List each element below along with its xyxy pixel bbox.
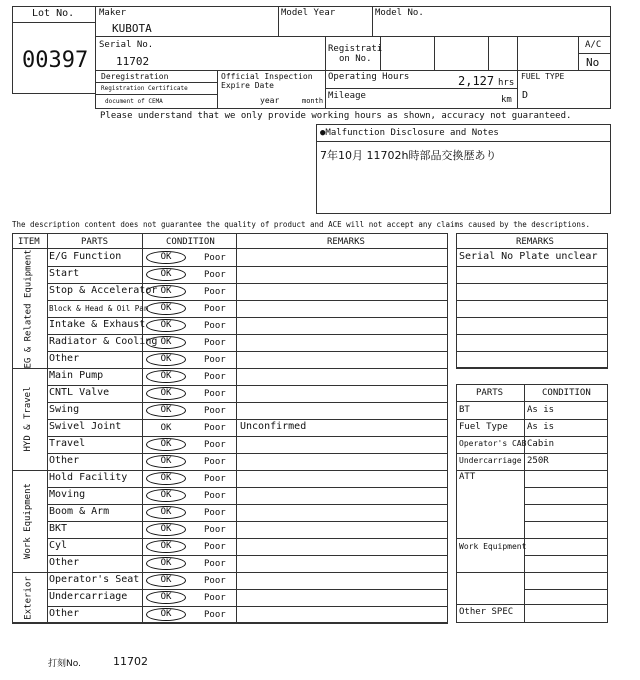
part-label: Moving: [49, 489, 86, 500]
part-label: Operator's Seat: [49, 574, 140, 585]
row-divider: [47, 266, 448, 267]
part-label: Intake & Exhaust: [49, 319, 146, 330]
row-divider: [47, 538, 448, 539]
ok-circled: OK: [146, 319, 186, 332]
group-divider: [12, 470, 448, 471]
poor-label: Poor: [204, 253, 226, 263]
row-divider: [47, 402, 448, 403]
col-condition-header: CONDITION: [166, 237, 215, 247]
row-divider: [47, 300, 448, 301]
group-label: Exterior: [23, 575, 33, 620]
ok-circled: OK: [146, 506, 186, 519]
part-label: Travel: [49, 438, 86, 449]
section-divider: [456, 538, 524, 539]
fuel-type-label: FUEL TYPE: [521, 72, 565, 81]
poor-label: Poor: [204, 610, 226, 620]
ok-circled: OK: [146, 472, 186, 485]
right-part-label: Fuel Type: [459, 422, 508, 432]
row-divider: [47, 521, 448, 522]
right-part-label: Operator's CAB: [459, 439, 527, 448]
row-divider: [47, 419, 448, 420]
expire-date-label: Expire Date: [221, 81, 274, 90]
ok-circled: OK: [146, 285, 186, 298]
row-divider: [47, 487, 448, 488]
att-divider: [524, 487, 608, 488]
remark-divider: [456, 317, 608, 318]
lot-number: 00397: [22, 48, 89, 73]
poor-label: Poor: [204, 406, 226, 416]
poor-label: Poor: [204, 593, 226, 603]
ok-circled: OK: [146, 557, 186, 570]
ac-label: A/C: [585, 40, 602, 50]
row-divider: [47, 334, 448, 335]
serial-label: Serial No.: [99, 40, 154, 50]
part-label: Main Pump: [49, 370, 104, 381]
ac-value: No: [586, 56, 600, 69]
poor-label: Poor: [204, 389, 226, 399]
registration-certificate-label: Registration Certificate: [101, 85, 188, 92]
cema-label: document of CEMA: [105, 98, 163, 105]
poor-label: Poor: [204, 508, 226, 518]
row-divider: [47, 589, 448, 590]
row-divider: [47, 351, 448, 352]
att-divider: [524, 555, 608, 556]
group-divider: [12, 368, 448, 369]
att-divider: [524, 521, 608, 522]
right-row-divider: [456, 436, 608, 437]
part-label: Other: [49, 608, 80, 619]
row-divider: [47, 504, 448, 505]
ok-circled: OK: [146, 438, 186, 451]
right-condition-header: CONDITION: [542, 388, 591, 398]
right-row-divider: [456, 453, 608, 454]
att-divider: [524, 538, 608, 539]
right-remarks-title: REMARKS: [516, 237, 554, 247]
hours-notice: Please understand that we only provide working hours as shown, accuracy not guaranteed.: [100, 111, 572, 121]
model-year-label: Model Year: [281, 8, 336, 18]
att-divider: [524, 589, 608, 590]
part-label: Hold Facility: [49, 472, 128, 483]
ok-circled: OK: [146, 353, 186, 366]
stamp-value: 11702: [113, 655, 148, 668]
ok-circled: OK: [146, 489, 186, 502]
ok-circled: OK: [146, 591, 186, 604]
right-row-divider: [456, 419, 608, 420]
registration-label-2: on No.: [339, 54, 372, 64]
row-divider: [47, 385, 448, 386]
part-label: Boom & Arm: [49, 506, 110, 517]
ok-circled: OK: [146, 608, 186, 621]
lot-label: Lot No.: [32, 8, 75, 19]
poor-label: Poor: [204, 287, 226, 297]
part-label: Other: [49, 353, 80, 364]
malfunction-title: ●Malfunction Disclosure and Notes: [320, 128, 499, 138]
poor-label: Poor: [204, 491, 226, 501]
row-divider: [47, 606, 448, 607]
part-label: Radiator & Cooling: [49, 336, 158, 347]
row-divider: [47, 436, 448, 437]
poor-label: Poor: [204, 304, 226, 314]
group-label: HYD & Travel: [23, 386, 33, 452]
remark-line: Serial No Plate unclear: [459, 251, 598, 262]
row-divider: [47, 317, 448, 318]
section-divider: [456, 604, 608, 605]
ok-circled: OK: [146, 302, 186, 315]
serial-value: 11702: [116, 55, 150, 68]
model-no-label: Model No.: [375, 8, 424, 18]
col-remarks-header: REMARKS: [327, 237, 365, 247]
att-label: ATT: [459, 472, 476, 482]
part-label: Other: [49, 557, 80, 568]
right-part-label: Undercarriage: [459, 456, 522, 465]
part-label: BKT: [49, 523, 68, 534]
poor-label: Poor: [204, 525, 226, 535]
year-label: year: [260, 96, 280, 105]
group-label: EG & Related Equipment: [23, 248, 33, 368]
section-divider: [456, 572, 524, 573]
operating-hours-label: Operating Hours: [328, 72, 410, 82]
part-label: CNTL Valve: [49, 387, 110, 398]
ok-circled: OK: [146, 370, 186, 383]
poor-label: Poor: [204, 372, 226, 382]
group-label: Work Equipment: [23, 483, 33, 559]
work-equipment-label: Work Equipment: [459, 542, 527, 551]
poor-label: Poor: [204, 457, 226, 467]
group-divider: [12, 623, 448, 624]
poor-label: Poor: [204, 474, 226, 484]
part-label: Start: [49, 268, 80, 279]
remark-divider: [456, 266, 608, 267]
right-row-divider: [456, 470, 608, 471]
fuel-type-value: D: [522, 90, 529, 101]
ok-circled: OK: [146, 574, 186, 587]
part-label: Cyl: [49, 540, 68, 551]
att-divider: [524, 572, 608, 573]
att-divider: [524, 504, 608, 505]
row-remark: Unconfirmed: [240, 421, 307, 432]
remark-divider: [456, 334, 608, 335]
part-label: Block & Head & Oil Pan: [49, 304, 149, 313]
part-label: Swing: [49, 404, 80, 415]
poor-label: Poor: [204, 321, 226, 331]
right-parts-header: PARTS: [476, 388, 504, 398]
poor-label: Poor: [204, 423, 226, 433]
registration-label: Registrati: [328, 44, 383, 54]
ok-circled: OK: [146, 523, 186, 536]
stamp-label: 打刻No.: [48, 659, 81, 669]
right-condition-value: As is: [527, 422, 555, 432]
other-spec-label: Other SPEC: [459, 607, 514, 617]
hrs-unit: hrs: [498, 78, 515, 88]
operating-hours-value: 2,127: [458, 74, 495, 88]
row-divider: [47, 453, 448, 454]
poor-label: Poor: [204, 559, 226, 569]
mileage-label: Mileage: [328, 91, 366, 101]
ok-circled: OK: [146, 268, 186, 281]
ok-text: OK: [160, 423, 172, 433]
maker-value: KUBOTA: [112, 22, 152, 35]
ok-circled: OK: [146, 336, 186, 349]
ok-circled: OK: [146, 251, 186, 264]
poor-label: Poor: [204, 355, 226, 365]
remark-divider: [456, 368, 608, 369]
malfunction-note: 7年10月 11702h時部品交換歴あり: [320, 149, 497, 162]
km-unit: km: [501, 95, 512, 105]
ok-circled: OK: [146, 455, 186, 468]
ok-circled: OK: [146, 387, 186, 400]
col-item-header: ITEM: [18, 237, 40, 247]
row-divider: [47, 283, 448, 284]
month-label: month: [302, 97, 324, 105]
official-inspection-label: Official Inspection: [221, 72, 313, 81]
poor-label: Poor: [204, 542, 226, 552]
poor-label: Poor: [204, 440, 226, 450]
poor-label: Poor: [204, 576, 226, 586]
ok-circled: OK: [146, 540, 186, 553]
part-label: Swivel Joint: [49, 421, 122, 432]
remark-divider: [456, 283, 608, 284]
part-label: E/G Function: [49, 251, 122, 262]
ok-circled: OK: [146, 404, 186, 417]
deregistration-label: Deregistration: [101, 72, 169, 81]
poor-label: Poor: [204, 270, 226, 280]
right-condition-value: 250R: [527, 456, 549, 466]
remark-divider: [456, 351, 608, 352]
right-condition-value: Cabin: [527, 439, 555, 449]
right-part-label: BT: [459, 405, 470, 415]
part-label: Stop & Accelerator: [49, 285, 158, 296]
part-label: Undercarriage: [49, 591, 128, 602]
part-label: Other: [49, 455, 80, 466]
remark-divider: [456, 300, 608, 301]
row-divider: [47, 555, 448, 556]
group-divider: [12, 572, 448, 573]
col-parts-header: PARTS: [81, 237, 109, 247]
maker-label: Maker: [99, 8, 127, 18]
poor-label: Poor: [204, 338, 226, 348]
description-notice: The description content does not guarantee the quality of product and ACE will not accept any claims caused by the descriptions.: [12, 220, 590, 229]
right-condition-value: As is: [527, 405, 555, 415]
